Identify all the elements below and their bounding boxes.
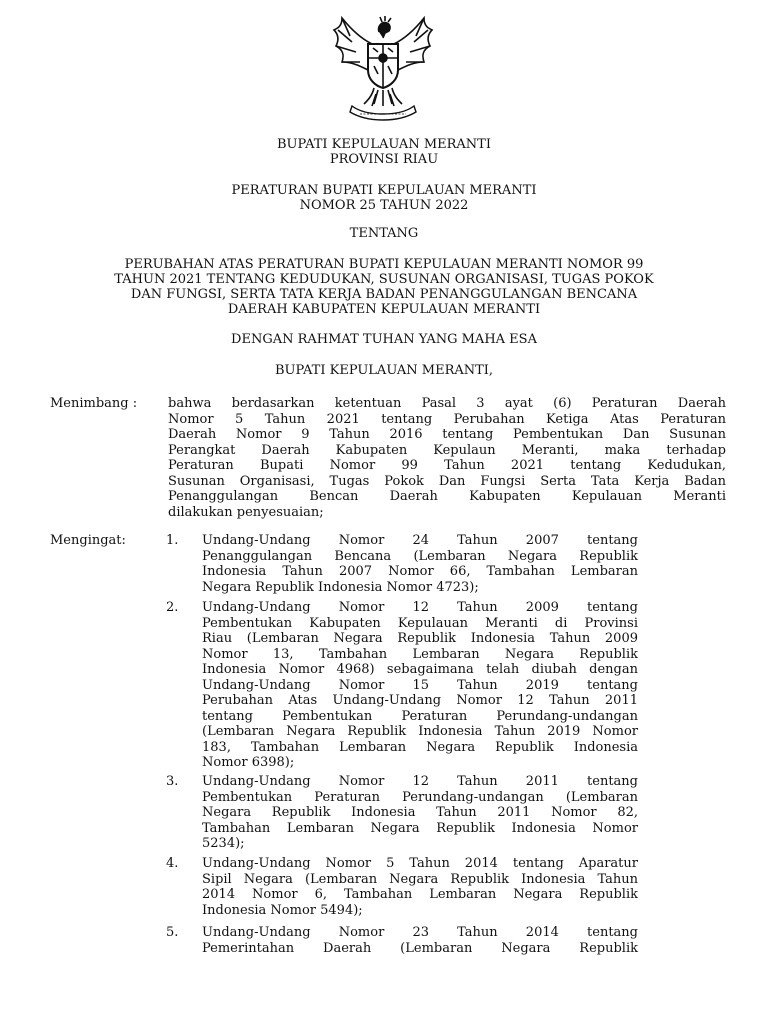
list-item (202, 856, 638, 918)
list-item-number: 3. (166, 774, 179, 789)
regulation-title (60, 257, 708, 317)
header-line-1: BUPATI KEPULAUAN MERANTI (277, 137, 491, 152)
regulation-line-2: NOMOR 25 TAHUN 2022 (299, 198, 469, 213)
list-item-number: 2. (166, 600, 179, 615)
header-block (60, 137, 708, 167)
list-item-line: 5234); (202, 836, 245, 851)
title-line: PERUBAHAN ATAS PERATURAN BUPATI KEPULAUAN MERANTI NOMOR 99 (124, 257, 644, 272)
rahmat-line (60, 332, 708, 347)
menimbang-paragraph (168, 396, 726, 520)
list-item-line: Tambahan Lembaran Negara Republik Indonesia Nomor (202, 820, 638, 836)
bupati-text: BUPATI KEPULAUAN MERANTI, (274, 363, 494, 378)
bupati-line (60, 363, 708, 378)
list-item-line: Indonesia Nomor 5494); (202, 902, 363, 918)
list-item-line: Indonesia Tahun 2007 Nomor 66, Tambahan Lembaran (202, 564, 638, 579)
list-item-line: Riau (Lembaran Negara Republik Indonesia Tahun 2009 (202, 631, 638, 646)
rahmat-text: DENGAN RAHMAT TUHAN YANG MAHA ESA (231, 332, 537, 347)
list-item-line: Indonesia Nomor 4968) sebagaimana telah diubah dengan (202, 662, 638, 677)
list-item (202, 925, 638, 956)
list-item-line: Pemerintahan Daerah (Lembaran Negara Republik (202, 940, 638, 956)
list-item (202, 600, 638, 771)
regulation-block (60, 183, 708, 213)
list-item-number: 5. (166, 925, 179, 940)
menimbang-line: Nomor 5 Tahun 2021 tentang Perubahan Ketiga Atas Peraturan (168, 411, 726, 427)
menimbang-line: bahwa berdasarkan ketentuan Pasal 3 ayat (6) Peraturan Daerah (168, 396, 726, 411)
list-item-line: (Lembaran Negara Republik Indonesia Tahun 2019 Nomor (202, 724, 638, 739)
list-item-line: Undang-Undang Nomor 23 Tahun 2014 tentang (202, 925, 638, 940)
list-item-line: Pembentukan Kabupaten Kepulauan Meranti di Provinsi (202, 615, 638, 631)
title-line: DAERAH KABUPATEN KEPULAUAN MERANTI (227, 302, 541, 317)
title-line: TAHUN 2021 TENTANG KEDUDUKAN, SUSUNAN ORGANISASI, TUGAS POKOK (114, 272, 654, 287)
mengingat-label: Mengingat: (50, 533, 126, 548)
list-item-line: Pembentukan Peraturan Perundang-undangan (Lembaran (202, 789, 638, 805)
tentang-heading (60, 226, 708, 241)
list-item-number: 4. (166, 856, 179, 871)
list-item-line: Perubahan Atas Undang-Undang Nomor 12 Tahun 2011 (202, 693, 638, 708)
list-item-line: 2014 Nomor 6, Tambahan Lembaran Negara Republik (202, 887, 638, 902)
garuda-emblem-icon (330, 14, 436, 122)
list-item-line: Undang-Undang Nomor 12 Tahun 2009 tentang (202, 600, 638, 615)
menimbang-line: Peraturan Bupati Nomor 99 Tahun 2021 tentang Kedudukan, (168, 458, 726, 473)
list-item-line: Nomor 13, Tambahan Lembaran Negara Republik (202, 646, 638, 662)
menimbang-line: Perangkat Daerah Kabupaten Kepulaun Meranti, maka terhadap (168, 442, 726, 458)
list-item (202, 533, 638, 595)
menimbang-line: Daerah Nomor 9 Tahun 2016 tentang Pembentukan Dan Susunan (168, 427, 726, 442)
list-item-line: Undang-Undang Nomor 15 Tahun 2019 tentang (202, 677, 638, 693)
regulation-line-1: PERATURAN BUPATI KEPULAUAN MERANTI (231, 183, 537, 198)
list-item-number: 1. (166, 533, 179, 548)
menimbang-label: Menimbang : (50, 396, 138, 411)
list-item-line: Undang-Undang Nomor 12 Tahun 2011 tentang (202, 774, 638, 789)
menimbang-line: Penanggulangan Bencan Daerah Kabupaten Kepulauan Meranti (168, 489, 726, 504)
list-item-line: Undang-Undang Nomor 5 Tahun 2014 tentang Aparatur (202, 856, 638, 871)
list-item-line: Negara Republik Indonesia Tahun 2011 Nomor 82, (202, 805, 638, 820)
list-item-line: Penanggulangan Bencana (Lembaran Negara Republik (202, 548, 638, 564)
list-item-line: Sipil Negara (Lembaran Negara Republik Indonesia Tahun (202, 871, 638, 887)
title-line: DAN FUNGSI, SERTA TATA KERJA BADAN PENANGGULANGAN BENCANA (130, 287, 638, 302)
list-item (202, 774, 638, 852)
list-item-line: tentang Pembentukan Peraturan Perundang-undangan (202, 708, 638, 724)
header-line-2: PROVINSI RIAU (329, 152, 439, 167)
list-item-line: Undang-Undang Nomor 24 Tahun 2007 tentang (202, 533, 638, 548)
menimbang-line: dilakukan penyesuaian; (168, 504, 324, 520)
list-item-line: Nomor 6398); (202, 755, 295, 770)
menimbang-line: Susunan Organisasi, Tugas Pokok Dan Fungsi Serta Tata Kerja Badan (168, 473, 726, 489)
list-item-line: 183, Tambahan Lembaran Negara Republik Indonesia (202, 739, 638, 755)
list-item-line: Negara Republik Indonesia Nomor 4723); (202, 579, 479, 595)
tentang-text: TENTANG (349, 226, 419, 241)
